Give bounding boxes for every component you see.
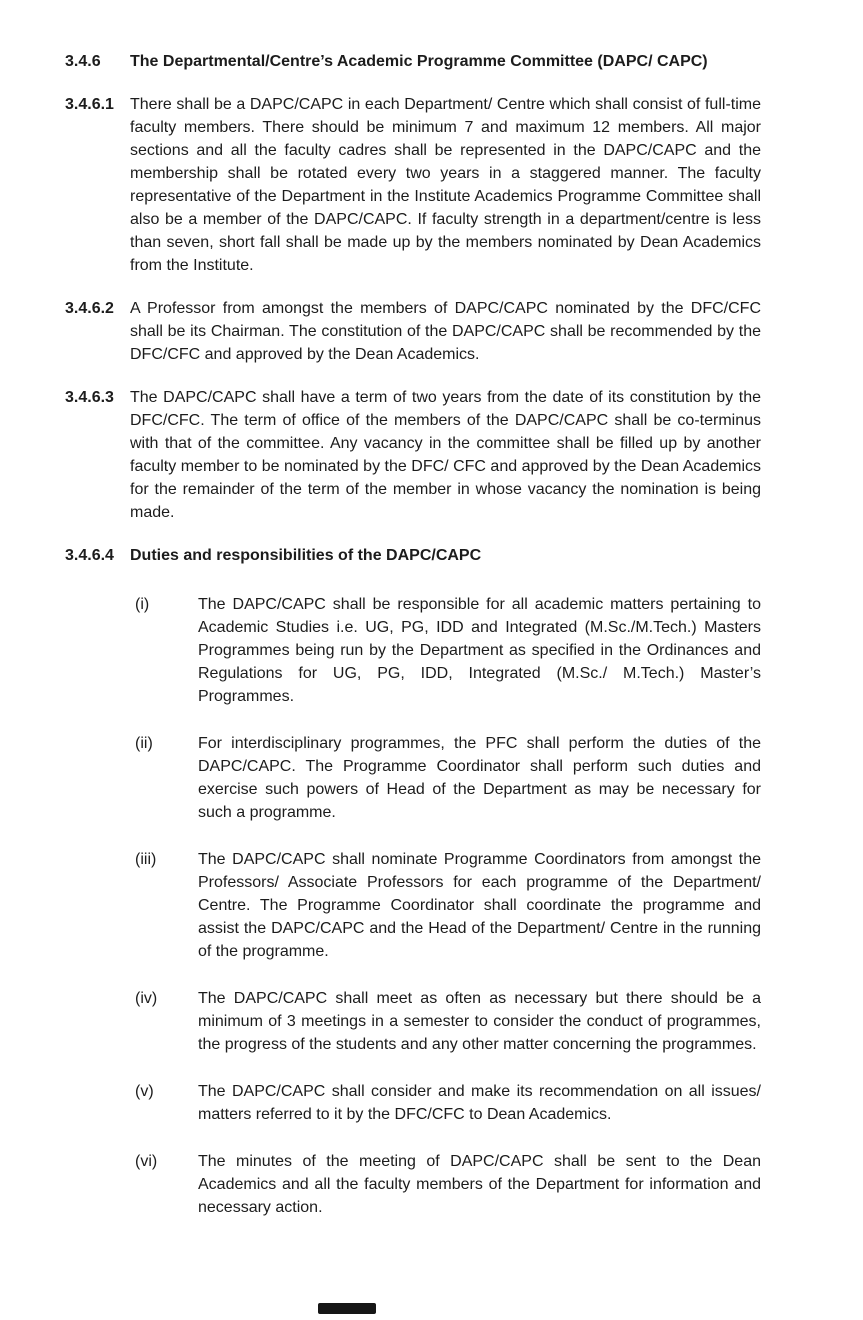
section-3-4-6-3 xyxy=(65,386,761,524)
list-item xyxy=(135,1080,761,1126)
section-number: 3.4.6 xyxy=(65,53,101,70)
section-number: 3.4.6.1 xyxy=(65,96,114,113)
list-item-text: The DAPC/CAPC shall nominate Programme Coordinators from amongst the Professors/ Associate Professors for each programme of the Department/ Centre. The Programme Coordinator shall coordinate the programme and assist the DAPC/CAPC and the Head of the Department/ Centre in the running of the programme. xyxy=(198,851,761,960)
list-item xyxy=(135,593,761,708)
list-item-text: The minutes of the meeting of DAPC/CAPC shall be sent to the Dean Academics and all the faculty members of the Department for information and necessary action. xyxy=(198,1153,761,1216)
section-3-4-6 xyxy=(65,50,761,73)
section-3-4-6-4 xyxy=(65,544,761,567)
section-number: 3.4.6.3 xyxy=(65,389,114,406)
list-item xyxy=(135,732,761,824)
list-item-text: The DAPC/CAPC shall meet as often as necessary but there should be a minimum of 3 meetings in a semester to consider the conduct of programmes, the progress of the students and any other matter concerning the programmes. xyxy=(198,990,761,1053)
list-item-text: The DAPC/CAPC shall be responsible for all academic matters pertaining to Academic Studies i.e. UG, PG, IDD and Integrated (M.Sc./M.Tech.) Masters Programmes being run by the Department as specified in the Ordinances and Regulations for UG, PG, IDD, Integrated (M.Sc./ M.Tech.) Master’s Programmes. xyxy=(198,596,761,705)
list-item xyxy=(135,1150,761,1219)
section-number: 3.4.6.2 xyxy=(65,300,114,317)
list-item-marker: (vi) xyxy=(135,1153,158,1170)
list-item xyxy=(135,987,761,1056)
paragraph-text: A Professor from amongst the members of DAPC/CAPC nominated by the DFC/CFC shall be its Chairman. The constitution of the DAPC/CAPC shall be recommended by the DFC/CFC and approved by the Dean Academics. xyxy=(130,300,761,363)
list-item xyxy=(135,848,761,963)
section-3-4-6-2 xyxy=(65,297,761,366)
list-item-marker: (iv) xyxy=(135,990,158,1007)
section-heading-text: The Departmental/Centre’s Academic Programme Committee (DAPC/ CAPC) xyxy=(130,53,708,70)
paragraph-text: There shall be a DAPC/CAPC in each Department/ Centre which shall consist of full-time faculty members. There should be minimum 7 and maximum 12 members. All major sections and all the faculty cadres shall be represented in the DAPC/CAPC and the membership shall be rotated every two years in a staggered manner. The faculty representative of the Department in the Institute Academics Programme Committee shall also be a member of the DAPC/CAPC. If faculty strength in a department/centre is less than seven, short fall shall be made up by the members nominated by Dean Academics from the Institute. xyxy=(130,96,761,274)
duties-list xyxy=(65,593,761,1219)
list-item-marker: (i) xyxy=(135,596,150,613)
section-3-4-6-1 xyxy=(65,93,761,277)
section-number: 3.4.6.4 xyxy=(65,547,114,564)
list-item-text: The DAPC/CAPC shall consider and make its recommendation on all issues/ matters referred to it by the DFC/CFC to Dean Academics. xyxy=(198,1083,761,1123)
paragraph-text: The DAPC/CAPC shall have a term of two years from the date of its constitution by the DFC/CFC. The term of office of the members of the DAPC/CAPC shall be co-terminus with that of the committee. Any vacancy in the committee shall be filled up by another faculty member to be nominated by the DFC/ CFC and approved by the Dean Academics for the remainder of the term of the member in whose vacancy the nomination is being made. xyxy=(130,389,761,521)
page-bottom-mark xyxy=(318,1303,376,1314)
list-item-marker: (ii) xyxy=(135,735,153,752)
section-heading-text: Duties and responsibilities of the DAPC/CAPC xyxy=(130,547,482,564)
list-item-text: For interdisciplinary programmes, the PFC shall perform the duties of the DAPC/CAPC. The Programme Coordinator shall perform such duties and exercise such powers of Head of the Department as may be necessary for such a programme. xyxy=(198,735,761,821)
list-item-marker: (iii) xyxy=(135,851,157,868)
list-item-marker: (v) xyxy=(135,1083,154,1100)
